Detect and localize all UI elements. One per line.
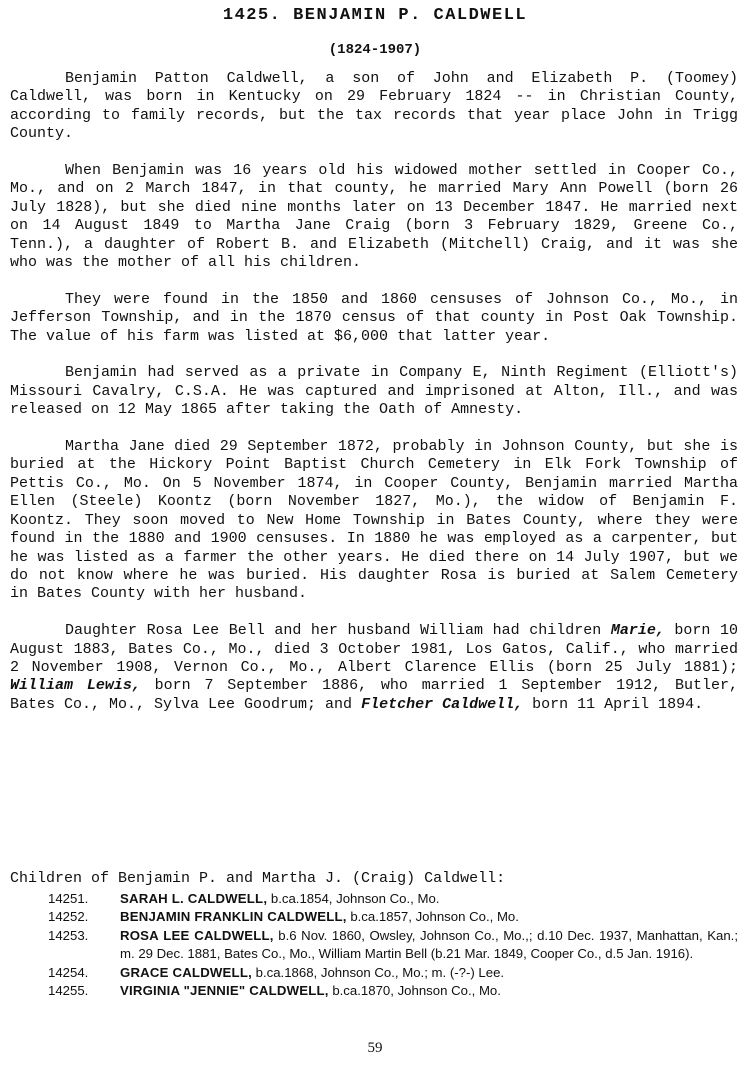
life-dates: (1824-1907): [328, 42, 422, 58]
list-item: [48, 964, 738, 982]
william-text: born 7 September 1886, who married 1 September 1912, Butler, Bates Co., Mo., Sylva Lee Goodrum; and: [10, 677, 738, 713]
child-number: 14254.: [48, 964, 89, 980]
children-heading: Children of Benjamin P. and Martha J. (Craig) Caldwell:: [10, 870, 506, 887]
child-number: 14255.: [48, 983, 89, 999]
paragraph-marriages: When Benjamin was 16 years old his widowed mother settled in Cooper Co., Mo., and on 2 March 1847, in that county, he married Mary Ann Powell (born 26 July 1828), but she died nine months later on 13 December 1847. He married next on 14 August 1849 to Martha Jane Craig (born 3 February 1829, Greene Co., Tenn.), a daughter of Robert B. and Elizabeth (Mitchell) Craig, and it was she who was the mother of all his children.: [10, 162, 738, 272]
william-name: William Lewis,: [10, 677, 141, 695]
paragraph-military: Benjamin had served as a private in Company E, Ninth Regiment (Elliott's) Missouri Cavalry, C.S.A. He was captured and imprisoned at Alton, Ill., and was released on 12 May 1865 after taking the Oath of Amnesty.: [10, 364, 738, 419]
child-details: b.6 Nov. 1860, Owsley, Johnson Co., Mo.,; d.10 Dec. 1937, Manhattan, Kan.; m. 29 Dec. 1881, Bates Co., Mo., William Martin Bell (b.21 Mar. 1849, Cooper Co., d.5 Jan. 1916).: [120, 927, 738, 962]
list-item: [48, 982, 738, 1000]
page-title: 1425. BENJAMIN P. CALDWELL: [222, 6, 528, 25]
list-item: [48, 908, 738, 926]
fletcher-text: born 11 April 1894.: [532, 695, 704, 713]
child-entry: [120, 890, 738, 908]
list-item: [48, 927, 738, 964]
child-name: ROSA LEE CALDWELL,: [120, 927, 274, 943]
child-name: GRACE CALDWELL,: [120, 964, 252, 980]
child-entry: [120, 982, 738, 1000]
child-number: 14253.: [48, 927, 89, 943]
child-name: BENJAMIN FRANKLIN CALDWELL,: [120, 909, 347, 925]
marie-name: Marie,: [610, 622, 665, 640]
rosa-intro: Daughter Rosa Lee Bell and her husband William had children: [65, 622, 602, 640]
paragraph-rosa-children: [10, 622, 738, 714]
biography-body: [10, 70, 738, 733]
child-entry: [120, 964, 738, 982]
child-number: 14251.: [48, 891, 89, 906]
child-details: b.ca.1854, Johnson Co., Mo.: [270, 891, 440, 906]
list-item: [48, 890, 738, 908]
child-name: SARAH L. CALDWELL,: [120, 891, 268, 906]
child-entry: [120, 908, 738, 926]
children-list: [48, 890, 738, 1000]
marie-text: born 10 August 1883, Bates Co., Mo., died 3 October 1981, Los Gatos, Calif., who married 2 November 1908, Vernon Co., Mo., Albert Clarence Ellis (born 25 July 1881);: [10, 622, 738, 676]
child-name: VIRGINIA "JENNIE" CALDWELL,: [120, 983, 329, 999]
paragraph-censuses: They were found in the 1850 and 1860 censuses of Johnson Co., Mo., in Jefferson Township, and in the 1870 census of that county in Post Oak Township. The value of his farm was listed at $6,000 that latter year.: [10, 290, 738, 345]
paragraph-death: Martha Jane died 29 September 1872, probably in Johnson County, but she is buried at the Hickory Point Baptist Church Cemetery in Elk Fork Township of Pettis Co., Mo. On 5 November 1874, in Cooper County, Benjamin married Martha Ellen (Steele) Koontz (born November 1827, Mo.), the widow of Benjamin F. Koontz. They soon moved to New Home Township in Bates County, where they were found in the 1880 and 1900 censuses. In 1880 he was employed as a carpenter, but he was listed as a farmer the other years. He died there on 14 July 1907, but we do not know where he was buried. His daughter Rosa is buried at Salem Cemetery in Bates County with her husband.: [10, 438, 738, 603]
fletcher-name: Fletcher Caldwell,: [361, 695, 524, 713]
child-details: b.ca.1868, Johnson Co., Mo.; m. (-?-) Lee.: [255, 964, 505, 980]
child-number: 14252.: [48, 909, 89, 925]
child-details: b.ca.1870, Johnson Co., Mo.: [332, 983, 501, 999]
page-number: 59: [367, 1040, 383, 1056]
child-entry: [120, 927, 738, 964]
paragraph-birth: Benjamin Patton Caldwell, a son of John and Elizabeth P. (Toomey) Caldwell, was born in Kentucky on 29 February 1824 -- in Christian County, according to family records, but the tax records that year place John in Trigg County.: [10, 70, 738, 143]
child-details: b.ca.1857, Johnson Co., Mo.: [350, 909, 519, 925]
